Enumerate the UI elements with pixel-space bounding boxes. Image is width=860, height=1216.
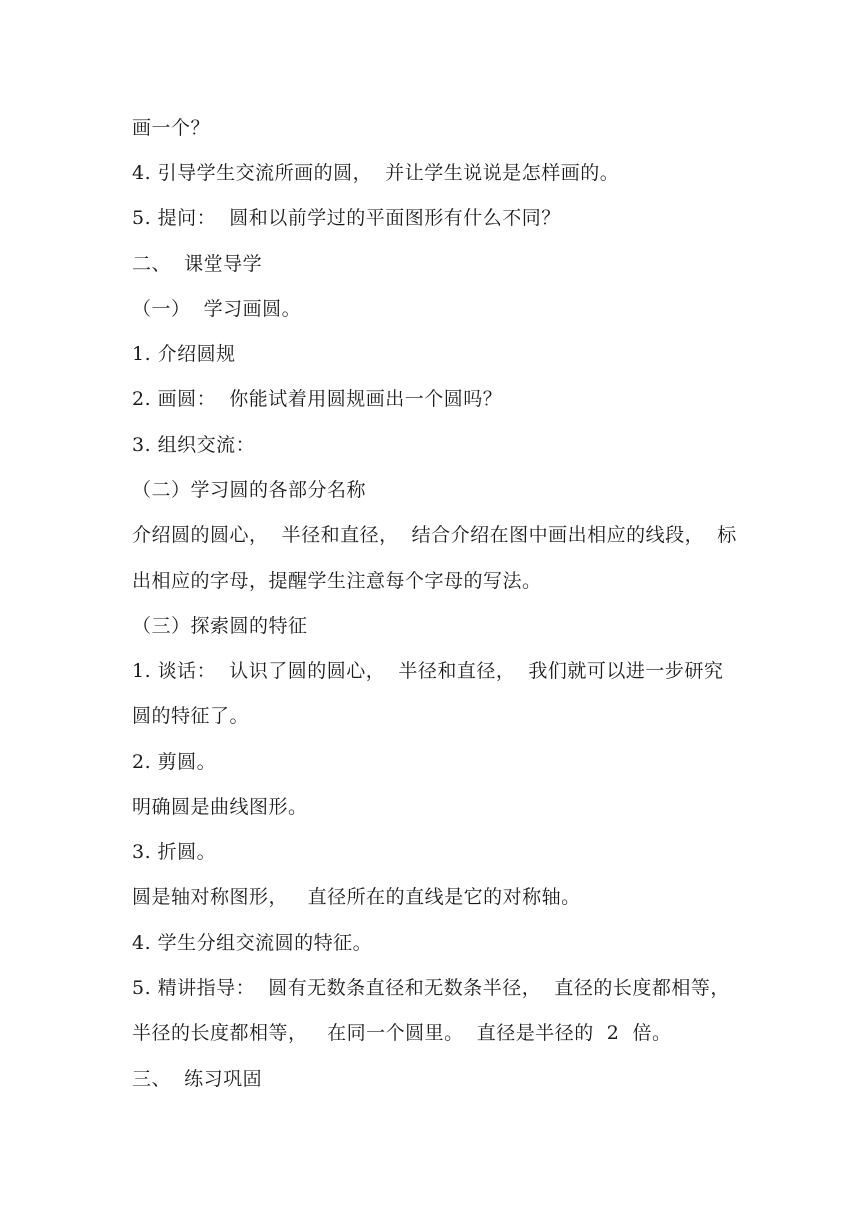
text-line: 5. 提问： 圆和以前学过的平面图形有什么不同？ [132,207,561,229]
text-line: 4. 学生分组交流圆的特征。 [132,932,373,954]
subsection-heading: （三）探索圆的特征 [132,615,308,637]
section-heading: 三、 练习巩固 [132,1068,263,1090]
text-line: 介绍圆的圆心， 半径和直径， 结合介绍在图中画出相应的线段， 标 [132,524,737,546]
text-line: 2. 剪圆。 [132,751,217,773]
subsection-heading: （二）学习圆的各部分名称 [132,479,367,501]
text-line: 圆的特征了。 [132,705,250,727]
text-line: 半径的长度都相等， 在同一个圆里。 直径是半径的 2 倍。 [132,1022,672,1044]
text-line: 3. 组织交流： [132,434,256,456]
text-line: 1. 介绍圆规 [132,343,236,365]
subsection-heading: （一） 学习画圆。 [132,298,302,320]
section-heading: 二、 课堂导学 [132,253,263,275]
text-line: 明确圆是曲线图形。 [132,796,308,818]
text-line: 画一个？ [132,117,211,139]
text-line: 3. 折圆。 [132,841,217,863]
text-line: 1. 谈话： 认识了圆的圆心， 半径和直径， 我们就可以进一步研究 [132,660,724,682]
text-line: 5. 精讲指导： 圆有无数条直径和无数条半径， 直径的长度都相等， [132,977,730,999]
text-line: 出相应的字母，提醒学生注意每个字母的写法。 [132,570,542,592]
text-line: 2. 画圆： 你能试着用圆规画出一个圆吗？ [132,388,503,410]
text-line: 圆是轴对称图形， 直径所在的直线是它的对称轴。 [132,886,581,908]
text-line: 4. 引导学生交流所画的圆， 并让学生说说是怎样画的。 [132,162,620,184]
